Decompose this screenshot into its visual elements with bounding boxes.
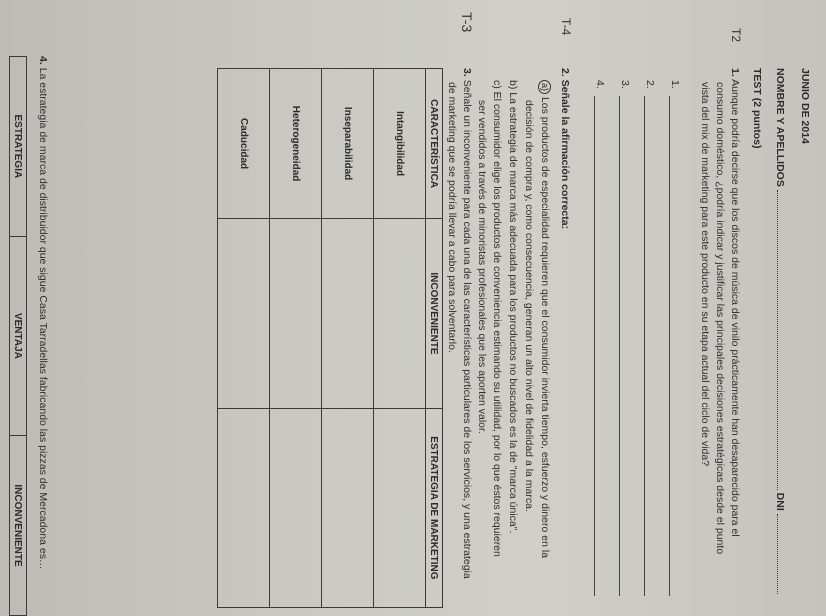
services-table [217, 68, 443, 608]
option-c-line-2: ser vendidos a través de minoristas profesionales que les aporten valor. [476, 100, 488, 434]
row-label-inseparabilidad: Inseparabilidad [322, 69, 374, 219]
dni-label: DNI [774, 492, 786, 511]
test-label: TEST (2 puntos) [751, 68, 763, 149]
question-1-number: 1. [729, 68, 741, 77]
answer-number-2: 2. [644, 80, 656, 89]
header-inconveniente-q4: INCONVENIENTE [10, 436, 27, 616]
name-label: NOMBRE Y APELLIDOS [774, 68, 786, 187]
option-a-line-1: Los productos de especialidad requieren que el consumidor invierta tiempo, esfuerzo y dinero en la [539, 96, 551, 559]
answer-line-1 [669, 96, 670, 596]
option-c-letter: c) [491, 80, 503, 89]
answer-line-4 [594, 96, 595, 596]
answer-number-1: 1. [669, 80, 681, 89]
question-2 [559, 68, 571, 229]
question-1-line-1: Aunque podría decirse que los discos de música de vinilo prácticamente han desaparecido para el [729, 79, 741, 537]
question-2-number: 2. [559, 68, 571, 77]
dni-blank [777, 514, 787, 594]
header-estrategia: ESTRATEGIA DE MARKETING [426, 408, 443, 607]
table-row [270, 69, 322, 608]
answer-cell[interactable] [218, 219, 270, 409]
option-c-line-1: El consumidor elige los productos de conveniencia estimando su utilidad, por lo que éstos requieren [491, 91, 503, 557]
question-1-line-2: consumo doméstico, ¿podría indicar y justificar las principales decisiones estratégicas desde el punto [714, 82, 726, 555]
answer-cell[interactable] [270, 408, 322, 607]
option-b [507, 80, 519, 533]
question-3-line-2: de marketing que se podría llevar a cabo para solventarlo. [446, 82, 458, 353]
distributor-brand-table [9, 56, 27, 616]
answer-number-4: 4. [594, 80, 606, 89]
answer-cell[interactable] [218, 408, 270, 607]
option-a-line-2: decisión de compra y, como consecuencia, generan un alto nivel de fidelidad a la marca. [523, 100, 535, 512]
margin-note-q2: T-4 [559, 18, 573, 36]
question-4 [37, 56, 49, 601]
option-c [476, 80, 503, 557]
answer-line-3 [619, 96, 620, 596]
question-1-line-3: vista del mix de marketing para este producto en su etapa actual del ciclo de vida? [699, 82, 711, 467]
margin-note-q1: T2 [729, 28, 743, 43]
answer-cell[interactable] [322, 219, 374, 409]
distributor-brand-table-header [10, 57, 27, 616]
row-label-intangibilidad: Intangibilidad [374, 69, 426, 219]
question-4-text: La estrategia de marca de distribuidor que sigue Casa Tarradellas fabricando las pizzas de Mercadona es… [37, 67, 49, 570]
answer-cell[interactable] [270, 219, 322, 409]
services-table-header [426, 69, 443, 608]
table-row [218, 69, 270, 608]
exam-date: JUNIO DE 2014 [799, 68, 811, 144]
option-b-letter: b) [507, 80, 519, 90]
table-row [374, 69, 426, 608]
question-2-prompt: Señale la afirmación correcta: [559, 79, 571, 230]
answer-cell[interactable] [322, 408, 374, 607]
question-1 [699, 68, 741, 554]
header-caracteristica: CARACTERÍSTICA [426, 69, 443, 219]
header-ventaja: VENTAJA [10, 236, 27, 435]
row-label-caducidad: Caducidad [218, 69, 270, 219]
question-3-number: 3. [461, 68, 473, 77]
option-a-letter: a) [538, 80, 551, 94]
rotated-exam-page [13, 8, 813, 608]
answer-line-2 [644, 96, 645, 596]
header-inconveniente: INCONVENIENTE [426, 219, 443, 409]
answer-number-3: 3. [619, 80, 631, 89]
question-3 [446, 68, 473, 579]
name-field [774, 68, 787, 594]
question-3-line-1: Señale un inconveniente para cada una de las características particulares de los servicios, y una estrategia [461, 79, 473, 579]
row-label-heterogeneidad: Heterogeneidad [270, 69, 322, 219]
option-a [523, 80, 551, 558]
name-blank [777, 190, 787, 490]
margin-note-q3: T-3 [459, 12, 475, 33]
option-b-line-1: La estrategia de marca más adecuada para los productos no buscados es la de "marca única". [507, 92, 519, 534]
table-row [322, 69, 374, 608]
header-estrategia-q4: ESTRATEGIA [10, 57, 27, 237]
answer-cell[interactable] [374, 408, 426, 607]
question-4-number: 4. [37, 56, 49, 65]
answer-cell[interactable] [374, 219, 426, 409]
